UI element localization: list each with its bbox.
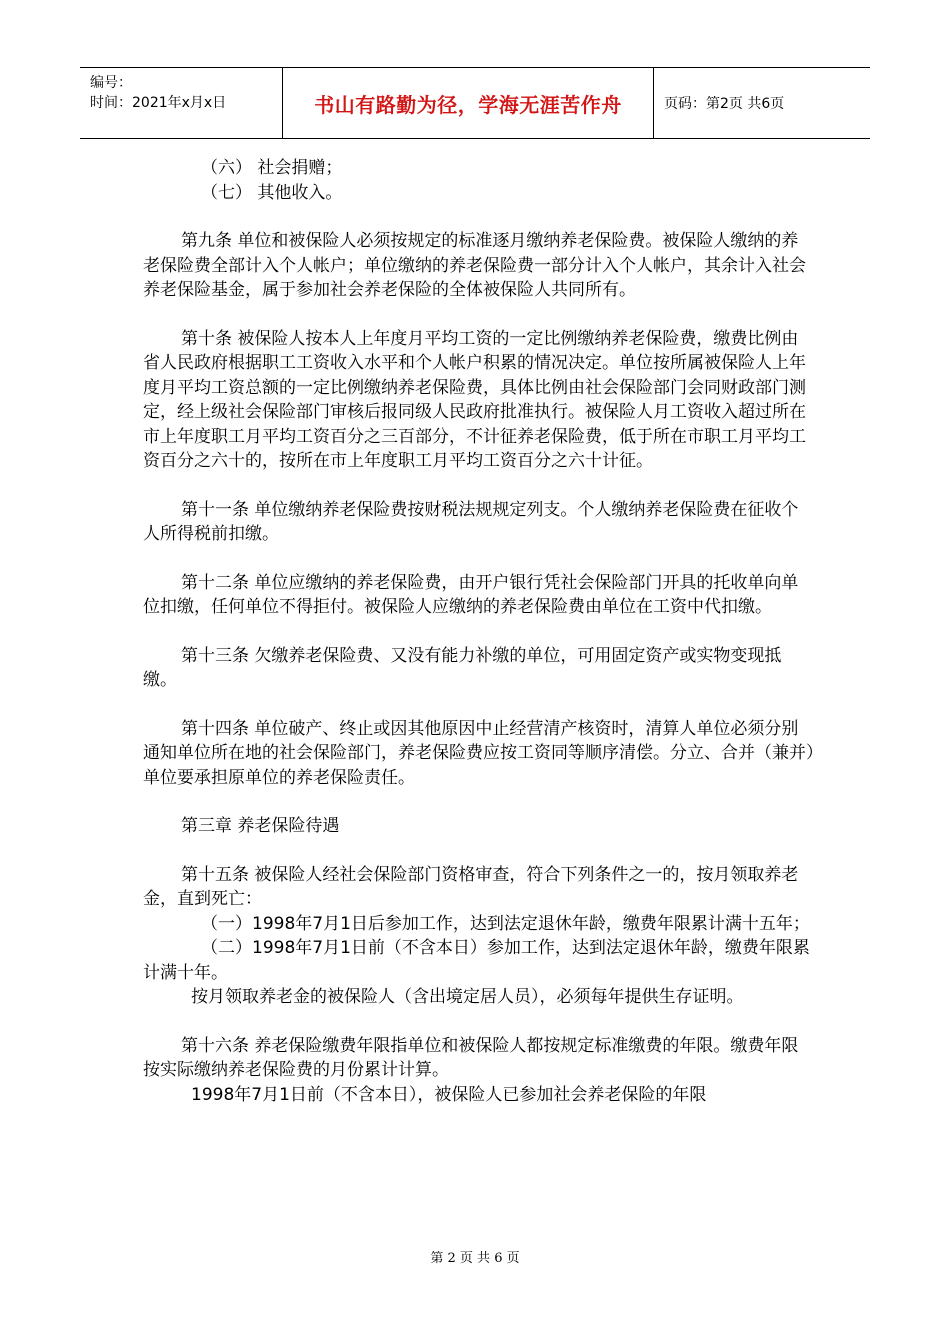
header-motto: 书山有路勤为径，学海无涯苦作舟: [283, 68, 654, 138]
header-page-number: 页码：第2页 共6页: [664, 96, 785, 112]
article-15-condition-2: （二）1998年7月1日前（不含本日）参加工作，达到法定退休年龄，缴费年限累计满十年。: [143, 938, 810, 983]
article-16: 第十六条 养老保险缴费年限指单位和被保险人都按规定标准缴费的年限。缴费年限按实际缴纳养老保险费的月份累计计算。: [143, 1035, 799, 1080]
page-footer: 第 2 页 共 6 页: [430, 1251, 520, 1266]
article-11: 第十一条 单位缴纳养老保险费按财税法规规定列支。个人缴纳养老保险费在征收个人所得税前扣缴。: [143, 499, 799, 544]
document-time-label: 时间：2021年x月x日: [90, 95, 227, 111]
article-10: 第十条 被保险人按本人上年度月平均工资的一定比例缴纳养老保险费，缴费比例由省人民政府根据职工工资收入水平和个人帐户积累的情况决定。单位按所属被保险人上年度月平均工资总额的一定比例缴纳养老保险费，具体比例由社会保险部门会同财政部门测定，经上级社会保险部门审核后报同级人民政府批准执行。被保险人月工资收入超过所在市上年度职工月平均工资百分之三百部分，不计征养老保险费，低于所在市职工月平均工资百分之六十的，按所在市上年度职工月平均工资百分之六十计征。: [143, 328, 806, 471]
article-16-continued: 1998年7月1日前（不含本日），被保险人已参加社会养老保险的年限: [191, 1084, 707, 1105]
article-14: 第十四条 单位破产、终止或因其他原因中止经营清产核资时，清算人单位必须分别通知单位所在地的社会保险部门，养老保险费应按工资同等顺序清偿。分立、合并（兼并）单位要承担原单位的养老保险责任。: [143, 718, 815, 788]
header-meta: [80, 68, 283, 138]
article-9: 第九条 单位和被保险人必须按规定的标准逐月缴纳养老保险费。被保险人缴纳的养老保险费全部计入个人帐户；单位缴纳的养老保险费一部分计入个人帐户，其余计入社会养老保险基金，属于参加社会养老保险的全体被保险人共同所有。: [143, 231, 806, 300]
list-item-six: （六） 社会捐赠；: [201, 158, 343, 178]
article-12: 第十二条 单位应缴纳的养老保险费，由开户银行凭社会保险部门开具的托收单向单位扣缴，任何单位不得拒付。被保险人应缴纳的养老保险费由单位在工资中代扣缴。: [143, 572, 799, 617]
article-15-condition-1: （一）1998年7月1日后参加工作，达到法定退休年龄，缴费年限累计满十五年；: [201, 913, 810, 934]
list-item-seven: （七） 其他收入。: [201, 182, 343, 203]
page-header: [80, 67, 870, 139]
document-number-label: 编号：: [90, 75, 132, 91]
article-15-note: 按月领取养老金的被保险人（含出境定居人员），必须每年提供生存证明。: [191, 987, 744, 1007]
document-body: [143, 156, 815, 1107]
article-13: 第十三条 欠缴养老保险费、又没有能力补缴的单位，可用固定资产或实物变现抵缴。: [143, 645, 782, 690]
chapter-3-heading: 第三章 养老保险待遇: [181, 816, 340, 836]
article-15: 第十五条 被保险人经社会保险部门资格审查，符合下列条件之一的，按月领取养老金，直到死亡：: [143, 864, 799, 909]
